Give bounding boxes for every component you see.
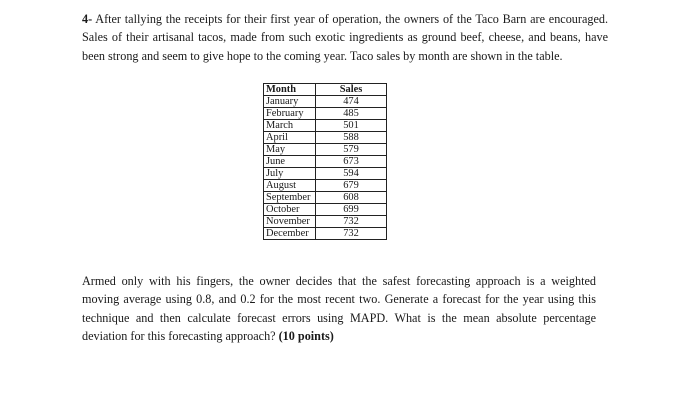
table-row [264, 96, 387, 108]
table-row [264, 156, 387, 168]
month-cell: January [264, 96, 316, 108]
month-cell: November [264, 216, 316, 228]
month-cell: October [264, 204, 316, 216]
question-body-text: Armed only with his fingers, the owner decides that the safest forecasting approach is a weighted moving average using 0.8, and 0.2 for the most recent two. Generate a forecast for the year using this technique and then calculate forecast errors using MAPD. What is the mean absolute percentage deviation for this forecasting approach? [82, 274, 596, 344]
table-row [264, 120, 387, 132]
sales-cell: 474 [316, 96, 387, 108]
taco-sales-table [263, 83, 387, 240]
table-header-row [264, 84, 387, 96]
month-cell: May [264, 144, 316, 156]
table-row [264, 168, 387, 180]
question-intro-paragraph [82, 10, 608, 65]
sales-cell: 732 [316, 228, 387, 240]
sales-cell: 501 [316, 120, 387, 132]
sales-cell: 588 [316, 132, 387, 144]
month-cell: August [264, 180, 316, 192]
sales-cell: 679 [316, 180, 387, 192]
month-cell: December [264, 228, 316, 240]
sales-column-header: Sales [316, 84, 387, 96]
question-intro-text: After tallying the receipts for their first year of operation, the owners of the Taco Barn are encouraged. Sales of their artisanal tacos, made from such exotic ingredients as ground beef, cheese, and beans, have been strong and seem to give hope to the coming year. Taco sales by month are shown in the table. [82, 12, 608, 63]
question-number: 4- [82, 12, 93, 26]
month-cell: June [264, 156, 316, 168]
points-label: (10 points) [278, 329, 334, 344]
table-row [264, 216, 387, 228]
table-row [264, 108, 387, 120]
month-cell: February [264, 108, 316, 120]
table-row [264, 228, 387, 240]
sales-cell: 732 [316, 216, 387, 228]
month-cell: April [264, 132, 316, 144]
month-cell: March [264, 120, 316, 132]
table-row [264, 192, 387, 204]
sales-cell: 485 [316, 108, 387, 120]
sales-cell: 608 [316, 192, 387, 204]
table-row [264, 180, 387, 192]
sales-cell: 594 [316, 168, 387, 180]
month-cell: July [264, 168, 316, 180]
sales-cell: 673 [316, 156, 387, 168]
table-row [264, 144, 387, 156]
sales-cell: 699 [316, 204, 387, 216]
sales-cell: 579 [316, 144, 387, 156]
month-column-header: Month [264, 84, 316, 96]
question-body-paragraph [82, 272, 596, 346]
table-row [264, 132, 387, 144]
table-row [264, 204, 387, 216]
month-cell: September [264, 192, 316, 204]
